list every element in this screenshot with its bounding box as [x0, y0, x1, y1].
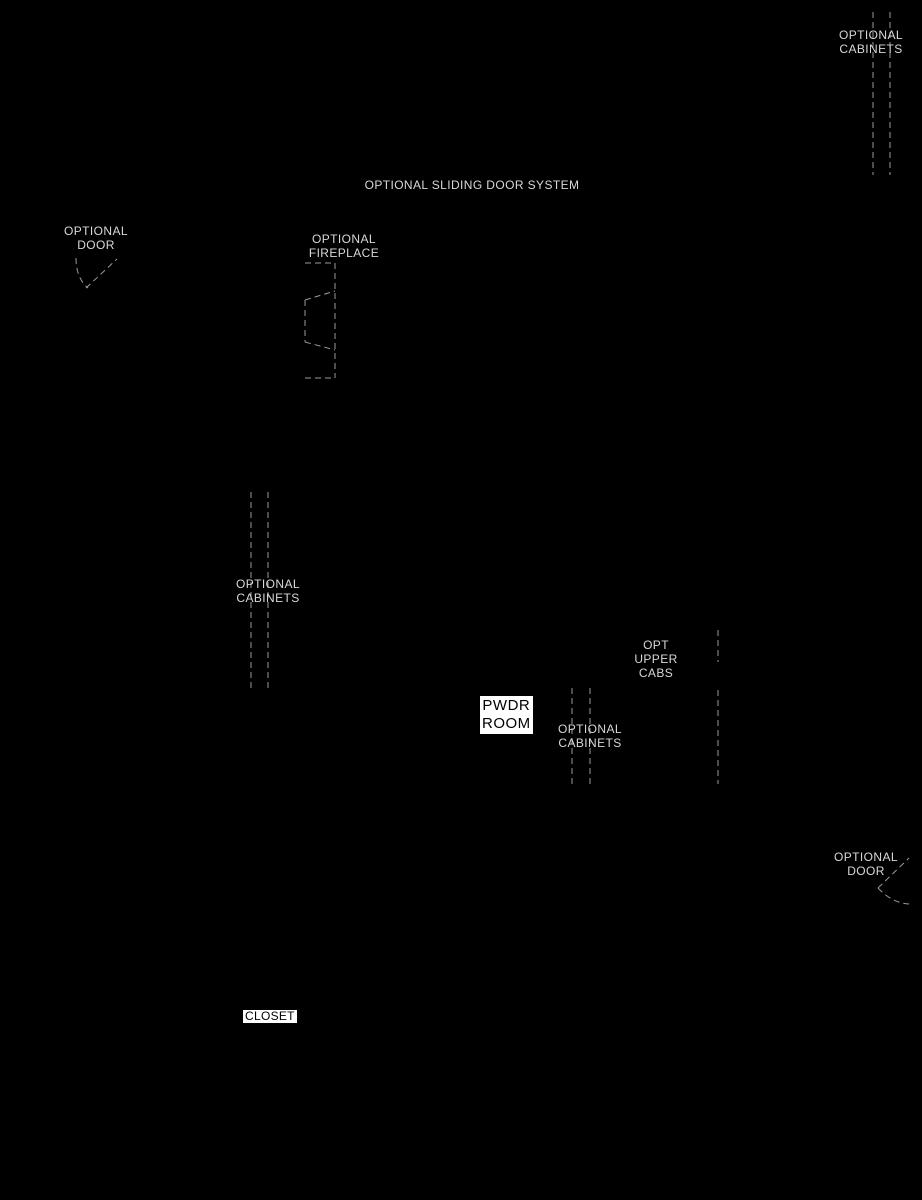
closet-tag: CLOSET	[245, 1009, 295, 1023]
optional-door-label: OPTIONAL DOOR	[834, 850, 898, 878]
fireplace-line	[305, 342, 335, 350]
optional-sliding-door-label: OPTIONAL SLIDING DOOR SYSTEM	[364, 178, 580, 192]
opt-upper-cabs-label: OPT UPPER CABS	[634, 638, 678, 680]
door-swing-arc	[76, 258, 88, 288]
optional-fireplace-label: OPTIONAL FIREPLACE	[308, 232, 380, 260]
optional-door-label: OPTIONAL DOOR	[64, 224, 128, 252]
optional-cabinets-label: OPTIONAL CABINETS	[839, 28, 903, 56]
fireplace-line	[305, 291, 335, 300]
optional-cabinets-label: OPTIONAL CABINETS	[236, 577, 300, 605]
door-leaf	[86, 259, 117, 288]
door-swing-arc	[878, 888, 909, 904]
optional-cabinets-label: OPTIONAL CABINETS	[558, 722, 622, 750]
powder-room-tag: PWDR ROOM	[482, 697, 531, 732]
